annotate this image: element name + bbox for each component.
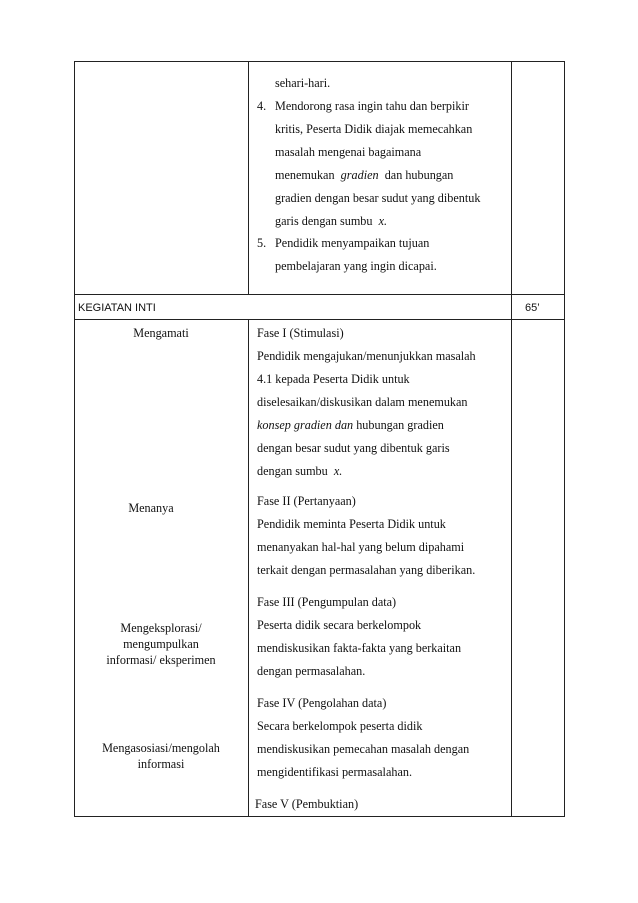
table-left-border bbox=[74, 61, 75, 817]
text-fragment-italic: konsep gradien dan bbox=[257, 418, 354, 432]
list-number: 4. bbox=[257, 99, 267, 113]
section-label-kegiatan-inti: KEGIATAN INTI bbox=[78, 302, 156, 314]
text-line: diselesaikan/diskusikan dalam menemukan bbox=[257, 395, 468, 409]
text-fragment: dengan sumbu bbox=[257, 464, 328, 478]
column-divider-1-lower bbox=[248, 319, 249, 816]
text-line: dengan besar sudut yang dibentuk garis bbox=[257, 441, 450, 455]
text-line: dengan permasalahan. bbox=[257, 664, 366, 678]
stage-label-mengeksplorasi bbox=[75, 620, 247, 668]
text-line: menanyakan hal-hal yang belum dipahami bbox=[257, 540, 465, 554]
text-line-mixed bbox=[275, 167, 453, 183]
phase-title: Fase I (Stimulasi) bbox=[257, 326, 344, 340]
text-fragment: hubungan gradien bbox=[356, 418, 444, 432]
text-line-mixed bbox=[257, 417, 444, 433]
phase-title: Fase IV (Pengolahan data) bbox=[257, 696, 387, 710]
list-number: 5. bbox=[257, 236, 267, 250]
phase-title: Fase III (Pengumpulan data) bbox=[257, 595, 397, 609]
text-line: mendiskusikan pemecahan masalah dengan bbox=[257, 742, 470, 756]
phase-title: Fase V (Pembuktian) bbox=[255, 797, 359, 811]
text-line: Pendidik mengajukan/menunjukkan masalah bbox=[257, 349, 476, 363]
text-line: Mengasosiasi/mengolah bbox=[102, 741, 220, 755]
text-line: informasi/ eksperimen bbox=[106, 653, 216, 667]
text-line: Peserta didik secara berkelompok bbox=[257, 618, 422, 632]
table-top-border bbox=[74, 61, 565, 62]
text-fragment: garis dengan sumbu bbox=[275, 214, 373, 228]
column-divider-1-upper bbox=[248, 61, 249, 294]
text-line: masalah mengenai bagaimana bbox=[275, 145, 422, 159]
section-duration: 65’ bbox=[525, 302, 540, 314]
text-line: Mendorong rasa ingin tahu dan berpikir bbox=[275, 99, 469, 113]
text-line: informasi bbox=[137, 757, 185, 771]
text-fragment-italic: x. bbox=[333, 464, 343, 478]
text-line: 4.1 kepada Peserta Didik untuk bbox=[257, 372, 410, 386]
text-line: gradien dengan besar sudut yang dibentuk bbox=[275, 191, 481, 205]
stage-label-mengasosiasi bbox=[75, 740, 247, 772]
text-line: terkait dengan permasalahan yang diberikan. bbox=[257, 563, 476, 577]
text-line: Pendidik menyampaikan tujuan bbox=[275, 236, 430, 250]
text-fragment: menemukan bbox=[275, 168, 335, 182]
row-divider-kegiatan-bottom bbox=[74, 319, 565, 320]
row-divider-kegiatan-top bbox=[74, 294, 565, 295]
text-line: sehari-hari. bbox=[275, 76, 331, 90]
text-line: mendiskusikan fakta-fakta yang berkaitan bbox=[257, 641, 462, 655]
text-line: Secara berkelompok peserta didik bbox=[257, 719, 423, 733]
text-line: mengumpulkan bbox=[123, 637, 199, 651]
text-line: kritis, Peserta Didik diajak memecahkan bbox=[275, 122, 473, 136]
text-line-mixed bbox=[257, 463, 342, 479]
stage-label-menanya: Menanya bbox=[128, 501, 174, 515]
phase-title: Fase II (Pertanyaan) bbox=[257, 494, 356, 508]
stage-label-mengamati: Mengamati bbox=[133, 326, 189, 340]
text-line-mixed bbox=[275, 213, 387, 229]
text-line: Mengeksplorasi/ bbox=[120, 621, 202, 635]
text-line: pembelajaran yang ingin dicapai. bbox=[275, 259, 437, 273]
text-fragment-italic: gradien bbox=[340, 168, 379, 182]
column-divider-2 bbox=[511, 61, 512, 816]
table-right-border bbox=[564, 61, 565, 817]
text-line: Pendidik meminta Peserta Didik untuk bbox=[257, 517, 446, 531]
table-bottom-border bbox=[74, 816, 565, 817]
text-fragment: dan hubungan bbox=[384, 168, 454, 182]
text-line: mengidentifikasi permasalahan. bbox=[257, 765, 412, 779]
text-fragment-italic: x. bbox=[378, 214, 388, 228]
